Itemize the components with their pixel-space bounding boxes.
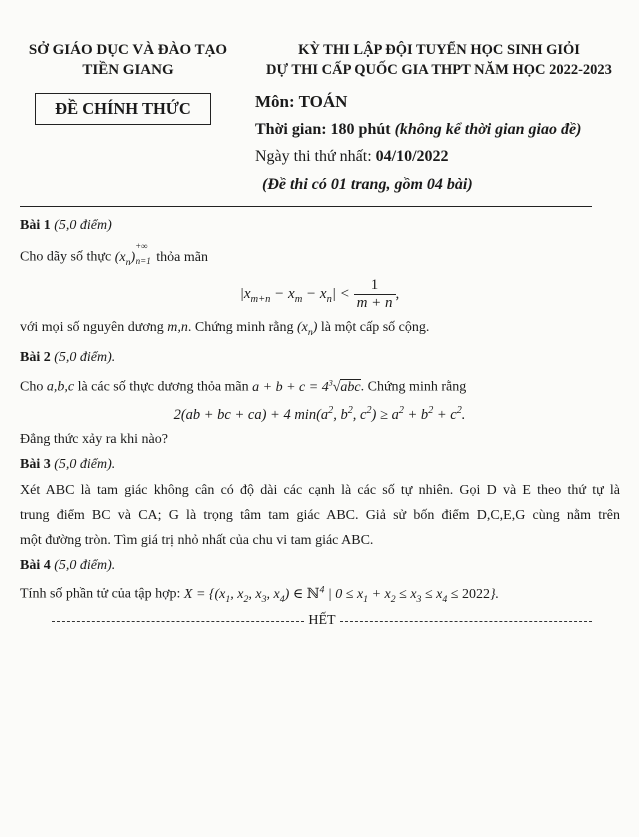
problem-1-conclusion-text: với mọi số nguyên dương bbox=[20, 320, 168, 335]
problem-1-points: (5,0 điểm) bbox=[54, 218, 112, 233]
problem-2-points: (5,0 điểm). bbox=[54, 350, 116, 365]
problem-2-title: Bài 2 bbox=[20, 350, 51, 365]
subject-line: Môn: TOÁN bbox=[255, 92, 348, 111]
problem-4-intro: Tính số phần tử của tập hợp: bbox=[20, 586, 184, 602]
problem-2-heading bbox=[20, 350, 115, 366]
department-name bbox=[14, 40, 242, 80]
problem-1-inequality: $|x_{m+n} - x_m - x_n|$ < $\frac{1}{m + n}$ , bbox=[239, 277, 400, 311]
date-label: Ngày thi thứ nhất: bbox=[255, 148, 376, 165]
problem-1-heading bbox=[20, 218, 112, 234]
problem-2-intro bbox=[20, 378, 466, 396]
time-note: (không kể thời gian giao đề) bbox=[394, 121, 582, 138]
problem-1-intro-text: Cho dãy số thực bbox=[20, 249, 115, 265]
end-marker bbox=[52, 613, 592, 629]
problem-4-heading bbox=[20, 558, 115, 574]
problem-2-intro-mid: là các số thực dương thỏa mãn bbox=[74, 379, 253, 395]
department-line-1: SỞ GIÁO DỤC VÀ ĐÀO TẠO bbox=[28, 42, 228, 58]
date-value: 04/10/2022 bbox=[375, 148, 449, 165]
exam-title-line-1: KỲ THI LẬP ĐỘI TUYỂN HỌC SINH GIỎI bbox=[298, 42, 580, 58]
problem-1-conclusion bbox=[20, 320, 429, 338]
problem-2-intro-text: Cho bbox=[20, 379, 47, 395]
problem-4-set: $X = \{(x_1$, $x_2$, $x_3$, $x_4$) ∈ ℕ$^4$ | $0 \le x_1 + x_2 \le x_3 \le x_4 \le 2022$}. bbox=[183, 584, 500, 605]
problem-2-condition: $a + b + c = 4^3√abc$ bbox=[252, 378, 361, 395]
problem-1-title: Bài 1 bbox=[20, 218, 51, 233]
problem-3-line-2: trung điểm BC và CA; G là trọng tâm tam giác ABC. Giả sử bốn điểm D,C,E,G cùng nằm trên bbox=[20, 508, 620, 523]
exam-title-line-2: DỰ THI CẤP QUỐC GIA THPT NĂM HỌC 2022-2023 bbox=[266, 62, 612, 78]
problem-3-line-1: Xét ABC là tam giác không cân có độ dài các cạnh là các số tự nhiên. Gọi D và E theo thứ tự là bbox=[20, 483, 620, 498]
problem-4-points: (5,0 điểm). bbox=[54, 558, 116, 573]
fraction: $\frac{1}{m + n}$ bbox=[354, 277, 396, 312]
problem-1-intro-tail: thỏa mãn bbox=[152, 249, 208, 265]
problem-2-inequality: 2(ab + bc + ca) + 4 $\min(a^2$, $b^2$, $c^2) \ge a^2 + b^2 + c^2$. bbox=[173, 405, 466, 423]
problem-4-title: Bài 4 bbox=[20, 558, 51, 573]
exam-title bbox=[246, 40, 632, 80]
problem-3-points: (5,0 điểm). bbox=[54, 457, 116, 472]
problem-2-vars: a,b,c bbox=[46, 379, 75, 395]
problem-3-heading bbox=[20, 457, 115, 473]
end-dash-right bbox=[340, 621, 592, 622]
department-line-2: TIỀN GIANG bbox=[82, 62, 174, 78]
problem-1-intro bbox=[20, 241, 208, 268]
sequence-symbol: $(x_n)$ bbox=[296, 320, 318, 338]
problem-1-conclusion-mid: . Chứng minh rằng bbox=[187, 320, 297, 335]
problem-1-vars: m,n bbox=[167, 320, 188, 335]
time-label: Thời gian: 180 phút bbox=[255, 121, 391, 138]
header-divider bbox=[20, 206, 592, 207]
problem-3-line-3: một đường tròn. Tìm giá trị nhỏ nhất của chu vi tam giác ABC. bbox=[20, 533, 374, 548]
problem-3-title: Bài 3 bbox=[20, 457, 51, 472]
problem-4-statement bbox=[20, 584, 499, 604]
sequence-notation: $(x_n)^{+\infty}_{n=1}$ bbox=[114, 241, 151, 268]
end-dash-left bbox=[52, 621, 304, 622]
time-line bbox=[255, 121, 581, 139]
official-exam-box: ĐỀ CHÍNH THỨC bbox=[35, 93, 211, 125]
problem-2-question: Đẳng thức xảy ra khi nào? bbox=[20, 432, 168, 447]
end-label: HẾT bbox=[308, 613, 336, 628]
problem-1-conclusion-tail: là một cấp số cộng. bbox=[317, 320, 430, 335]
date-line bbox=[255, 148, 449, 166]
exam-note: (Đề thi có 01 trang, gồm 04 bài) bbox=[262, 176, 473, 193]
problem-2-intro-tail: . Chứng minh rằng bbox=[360, 379, 467, 395]
